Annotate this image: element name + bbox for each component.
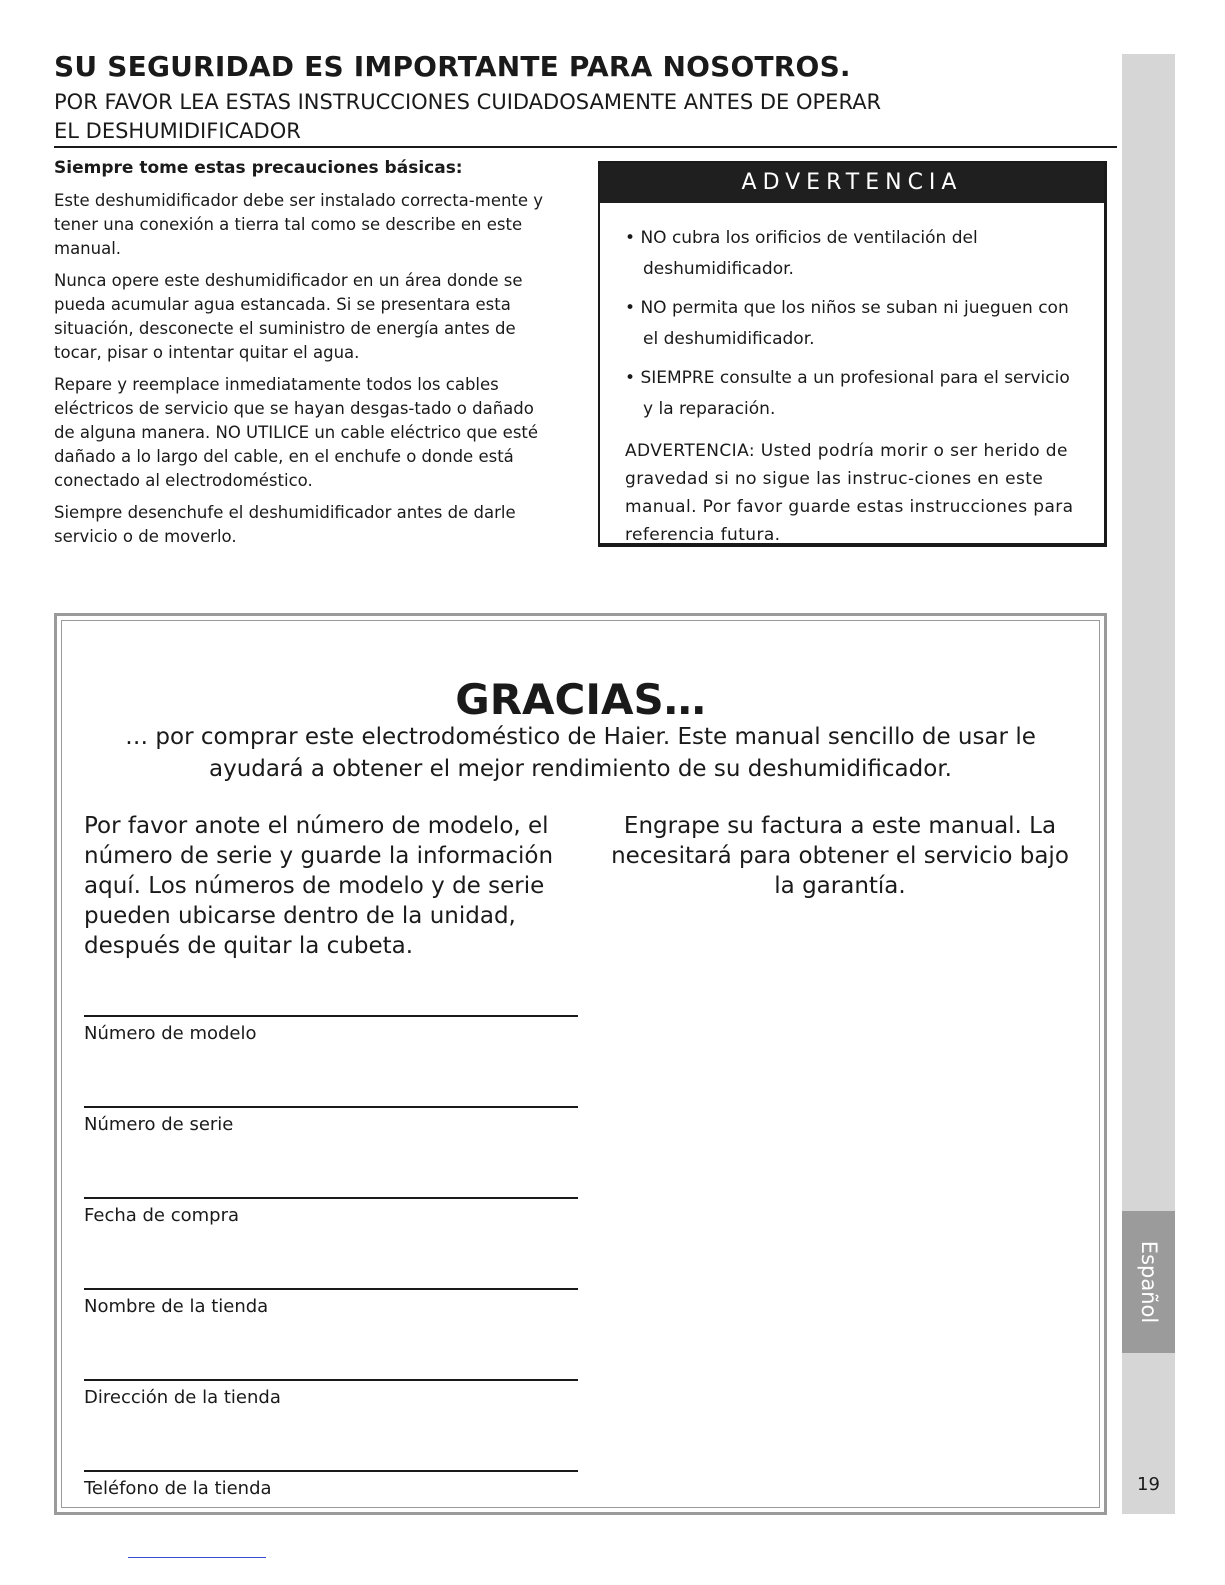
store-address-field[interactable]	[84, 1379, 578, 1410]
page-subtitle	[54, 88, 1114, 146]
model-number-field[interactable]	[84, 1015, 578, 1046]
store-phone-field[interactable]	[84, 1470, 578, 1501]
field-label: Dirección de la tienda	[84, 1387, 281, 1408]
purchase-date-field[interactable]	[84, 1197, 578, 1228]
store-name-field[interactable]	[84, 1288, 578, 1319]
thanks-box	[54, 613, 1107, 1515]
language-label: Español	[1136, 1240, 1161, 1324]
field-line	[84, 1197, 578, 1199]
field-label: Número de serie	[84, 1114, 234, 1135]
precautions-heading: Siempre tome estas precauciones básicas:	[54, 158, 463, 178]
page-title: SU SEGURIDAD ES IMPORTANTE PARA NOSOTROS.	[54, 50, 851, 83]
precautions-section	[54, 157, 554, 557]
thanks-text: … por comprar este electrodoméstico de Haier. Este manual sencillo de usar le ayudará a obtener el mejor rendimiento de su deshumidificador.	[125, 724, 1036, 782]
warning-heading: ADVERTENCIA	[600, 163, 1104, 203]
warning-item: • SIEMPRE consulte a un profesional para el servicio y la reparación.	[625, 363, 1084, 425]
precaution-paragraph: Siempre desenchufe el deshumidificador antes de darle servicio o de moverlo.	[54, 503, 516, 546]
language-tab[interactable]	[1122, 1211, 1175, 1353]
field-label: Teléfono de la tienda	[84, 1478, 272, 1499]
field-label: Fecha de compra	[84, 1205, 240, 1226]
field-line	[84, 1015, 578, 1017]
field-line	[84, 1470, 578, 1472]
header-divider	[54, 146, 1117, 148]
staple-instructions: Engrape su factura a este manual. La necesitará para obtener el servicio bajo la garantía.	[611, 813, 1069, 899]
precaution-paragraph: Este deshumidificador debe ser instalado correcta-mente y tener una conexión a tierra tal como se describe en este manual.	[54, 191, 544, 258]
warning-box	[598, 161, 1107, 547]
warning-item: • NO permita que los niños se suban ni jueguen con el deshumidificador.	[625, 293, 1084, 355]
warning-item: • NO cubra los orificios de ventilación del deshumidificador.	[625, 223, 1084, 285]
precaution-paragraph: Repare y reemplace inmediatamente todos los cables eléctricos de servicio que se hayan desgas-tado o dañado de alguna manera. NO UTILICE un cable eléctrico que esté dañado a lo largo del cable, en el enchufe o donde está conectado al electrodoméstico.	[54, 375, 539, 490]
field-label: Nombre de la tienda	[84, 1296, 269, 1317]
thanks-inner-frame	[61, 620, 1100, 1508]
thanks-title: GRACIAS…	[455, 675, 706, 724]
field-line	[84, 1379, 578, 1381]
record-instructions: Por favor anote el número de modelo, el número de serie y guarde la información aquí. Los números de modelo y de serie pueden ubicarse dentro de la unidad, después de quitar la cubeta.	[84, 813, 554, 959]
warning-list	[600, 203, 1104, 425]
field-label: Número de modelo	[84, 1023, 257, 1044]
subtitle-line-2: EL DESHUMIDIFICADOR	[54, 119, 301, 143]
serial-number-field[interactable]	[84, 1106, 578, 1137]
field-line	[84, 1288, 578, 1290]
precaution-paragraph: Nunca opere este deshumidificador en un área donde se pueda acumular agua estancada. Si se presentara esta situación, desconecte el suministro de energía antes de tocar, pisar o intentar quitar el agua.	[54, 271, 523, 362]
subtitle-line-1: POR FAVOR LEA ESTAS INSTRUCCIONES CUIDADOSAMENTE ANTES DE OPERAR	[54, 90, 882, 114]
field-line	[84, 1106, 578, 1108]
warning-note: ADVERTENCIA: Usted podría morir o ser herido de gravedad si no sigue las instruc-ciones en este manual. Por favor guarde estas instrucciones para referencia futura.	[625, 441, 1074, 545]
page-number: 19	[1137, 1474, 1160, 1495]
bottom-link-underline	[128, 1557, 266, 1558]
